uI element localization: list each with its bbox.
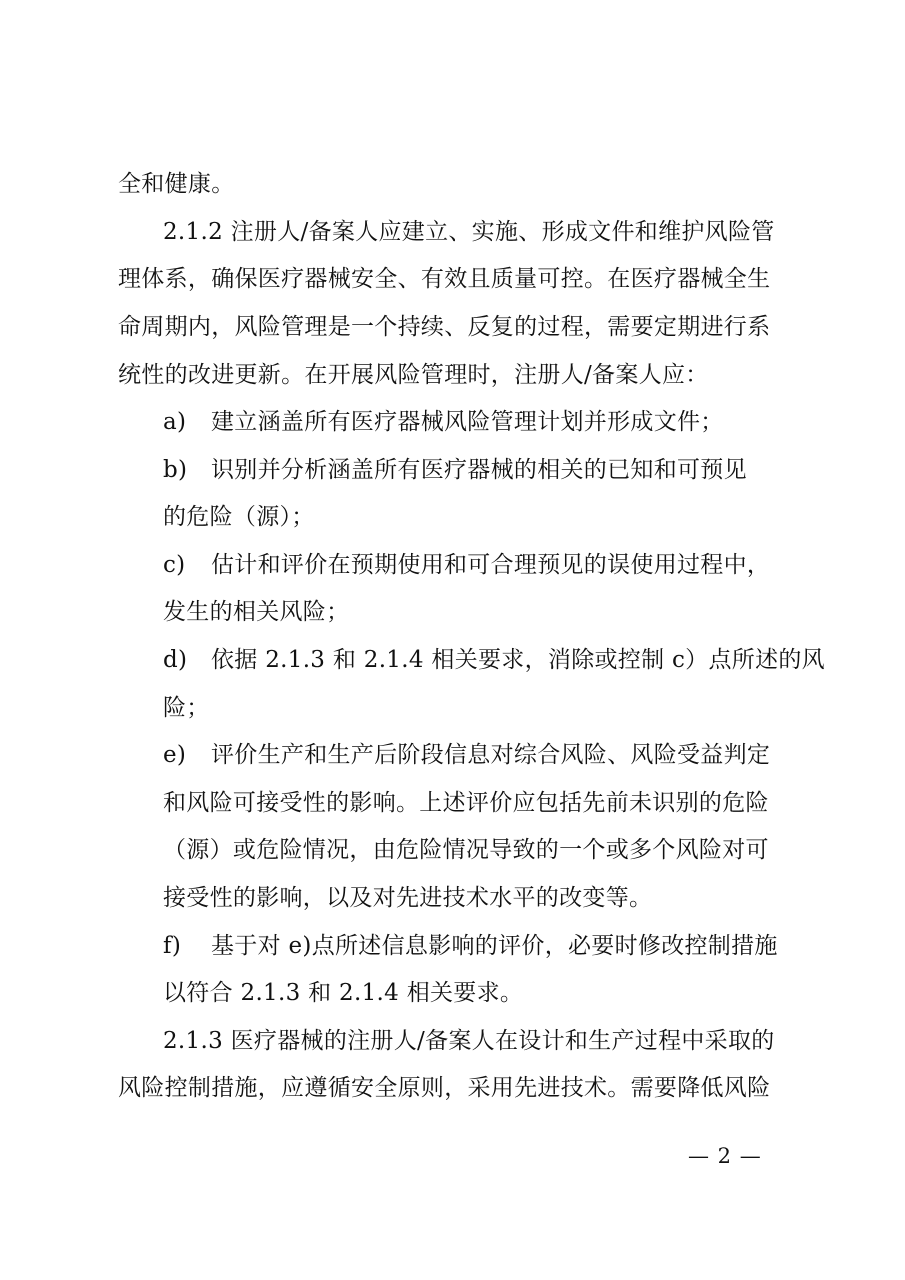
list-item-b [163, 454, 798, 486]
text-line: 以符合 2.1.3 和 2.1.4 相关要求。 [163, 980, 524, 1006]
list-text: 识别并分析涵盖所有医疗器械的相关的已知和可预见 [211, 457, 747, 483]
text-line: 统性的改进更新。在开展风险管理时，注册人/备案人应： [118, 362, 709, 388]
text-line: 和风险可接受性的影响。上述评价应包括先前未识别的危险 [163, 790, 769, 816]
text-line: 的危险（源）； [163, 504, 315, 530]
list-text: 建立涵盖所有医疗器械风险管理计划并形成文件； [211, 409, 724, 435]
list-text: 估计和评价在预期使用和可合理预见的误使用过程中， [211, 552, 771, 578]
text-line: 险； [163, 695, 210, 721]
list-item-f [163, 930, 798, 962]
list-label: f) [163, 933, 182, 959]
list-label: a) [163, 409, 187, 435]
text-line: 命周期内，风险管理是一个持续、反复的过程，需要定期进行系 [118, 314, 771, 340]
text-line: 发生的相关风险； [163, 599, 350, 625]
text-line: 全和健康。 [118, 171, 235, 197]
list-item-e [163, 739, 798, 771]
list-label: b) [163, 457, 188, 483]
list-text: 基于对 e)点所述信息影响的评价，必要时修改控制措施 [211, 933, 778, 959]
list-label: c) [163, 552, 186, 578]
list-item-d [163, 644, 825, 676]
text-line: 2.1.3 医疗器械的注册人/备案人在设计和生产过程中采取的 [163, 1028, 775, 1054]
list-text: 依据 2.1.3 和 2.1.4 相关要求，消除或控制 c）点所述的风 [211, 647, 825, 673]
list-item-c [163, 549, 798, 581]
list-label: e) [163, 742, 187, 768]
list-label: d) [163, 647, 188, 673]
text-line: 风险控制措施，应遵循安全原则，采用先进技术。需要降低风险 [118, 1075, 771, 1101]
page-number: — 2 — [688, 1144, 762, 1168]
text-line: 理体系，确保医疗器械安全、有效且质量可控。在医疗器械全生 [118, 266, 771, 292]
list-item-a [163, 406, 798, 438]
text-line: 接受性的影响，以及对先进技术水平的改变等。 [163, 885, 653, 911]
list-text: 评价生产和生产后阶段信息对综合风险、风险受益判定 [211, 742, 771, 768]
text-line: （源）或危险情况，由危险情况导致的一个或多个风险对可 [163, 837, 769, 863]
text-line: 2.1.2 注册人/备案人应建立、实施、形成文件和维护风险管 [163, 219, 775, 245]
